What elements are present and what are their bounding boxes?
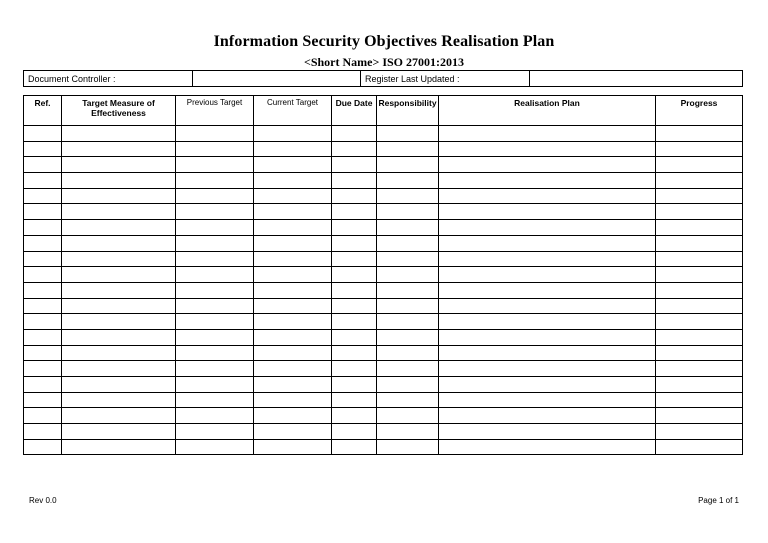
table-cell[interactable] [254,188,332,204]
table-cell[interactable] [377,392,439,408]
header-realisation-plan: Realisation Plan [439,96,656,126]
table-cell[interactable] [377,220,439,236]
table-cell[interactable] [656,204,743,220]
table-cell[interactable] [439,173,656,189]
table-row [24,251,743,267]
table-cell[interactable] [176,157,254,173]
table-cell[interactable] [656,424,743,440]
table-cell[interactable] [62,408,176,424]
table-cell[interactable] [332,408,377,424]
table-cell[interactable] [62,361,176,377]
table-cell[interactable] [254,204,332,220]
document-controller-label: Document Controller : [24,71,193,87]
table-cell[interactable] [62,392,176,408]
register-last-updated-field[interactable] [530,71,743,87]
table-row [24,126,743,142]
table-row [24,361,743,377]
table-cell[interactable] [254,408,332,424]
table-cell[interactable] [176,314,254,330]
table-cell[interactable] [332,126,377,142]
table-cell[interactable] [332,298,377,314]
table-cell[interactable] [24,282,62,298]
table-cell[interactable] [24,377,62,393]
table-cell[interactable] [332,329,377,345]
table-cell[interactable] [62,173,176,189]
table-cell[interactable] [254,251,332,267]
table-cell[interactable] [62,439,176,455]
table-cell[interactable] [377,361,439,377]
table-cell[interactable] [24,298,62,314]
table-row [24,424,743,440]
table-cell[interactable] [377,282,439,298]
table-cell[interactable] [24,345,62,361]
table-cell[interactable] [24,188,62,204]
table-cell[interactable] [332,157,377,173]
table-cell[interactable] [377,141,439,157]
table-cell[interactable] [332,361,377,377]
table-cell[interactable] [377,298,439,314]
table-cell[interactable] [176,267,254,283]
table-cell[interactable] [62,220,176,236]
table-cell[interactable] [254,157,332,173]
table-cell[interactable] [656,314,743,330]
table-cell[interactable] [332,220,377,236]
table-cell[interactable] [24,408,62,424]
document-subtitle: <Short Name> ISO 27001:2013 [303,55,464,69]
table-cell[interactable] [439,345,656,361]
table-cell[interactable] [176,173,254,189]
table-cell[interactable] [62,251,176,267]
table-cell[interactable] [24,439,62,455]
table-cell[interactable] [254,329,332,345]
table-cell[interactable] [176,424,254,440]
table-cell[interactable] [656,267,743,283]
table-row [24,408,743,424]
table-cell[interactable] [254,173,332,189]
table-cell[interactable] [176,235,254,251]
table-cell[interactable] [254,377,332,393]
table-cell[interactable] [656,188,743,204]
table-cell[interactable] [176,408,254,424]
table-cell[interactable] [439,408,656,424]
table-row [24,220,743,236]
table-cell[interactable] [254,235,332,251]
table-cell[interactable] [656,173,743,189]
table-cell[interactable] [439,141,656,157]
table-cell[interactable] [332,267,377,283]
table-cell[interactable] [332,251,377,267]
table-cell[interactable] [254,298,332,314]
table-row [24,188,743,204]
table-cell[interactable] [62,267,176,283]
table-cell[interactable] [176,298,254,314]
table-cell[interactable] [254,392,332,408]
table-cell[interactable] [656,141,743,157]
table-cell[interactable] [332,392,377,408]
table-cell[interactable] [176,345,254,361]
table-cell[interactable] [24,329,62,345]
table-cell[interactable] [62,329,176,345]
table-cell[interactable] [332,188,377,204]
header-ref: Ref. [24,96,62,126]
table-cell[interactable] [656,345,743,361]
table-cell[interactable] [656,220,743,236]
table-cell[interactable] [377,126,439,142]
table-cell[interactable] [439,204,656,220]
table-cell[interactable] [439,314,656,330]
table-cell[interactable] [176,377,254,393]
table-cell[interactable] [332,141,377,157]
table-cell[interactable] [24,267,62,283]
table-cell[interactable] [439,126,656,142]
table-cell[interactable] [332,345,377,361]
table-cell[interactable] [439,377,656,393]
table-cell[interactable] [62,377,176,393]
revision-label: Rev 0.0 [29,496,57,505]
table-cell[interactable] [332,314,377,330]
table-cell[interactable] [24,361,62,377]
table-cell[interactable] [62,157,176,173]
table-cell[interactable] [62,188,176,204]
header-current-target: Current Target [254,96,332,126]
table-cell[interactable] [176,282,254,298]
table-cell[interactable] [176,141,254,157]
table-row [24,282,743,298]
table-cell[interactable] [254,220,332,236]
table-cell[interactable] [656,282,743,298]
table-row [24,314,743,330]
table-cell[interactable] [176,204,254,220]
table-cell[interactable] [24,173,62,189]
table-cell[interactable] [176,329,254,345]
table-cell[interactable] [254,439,332,455]
header-target-measure: Target Measure of Effectiveness [62,96,176,126]
table-cell[interactable] [254,282,332,298]
table-cell[interactable] [439,439,656,455]
table-cell[interactable] [656,408,743,424]
table-cell[interactable] [439,329,656,345]
table-cell[interactable] [254,267,332,283]
table-cell[interactable] [176,392,254,408]
table-cell[interactable] [24,220,62,236]
header-progress: Progress [656,96,743,126]
meta-table [23,70,743,87]
table-row [24,377,743,393]
table-cell[interactable] [176,126,254,142]
table-cell[interactable] [377,377,439,393]
table-cell[interactable] [377,267,439,283]
table-cell[interactable] [24,424,62,440]
table-row [24,392,743,408]
table-cell[interactable] [176,439,254,455]
table-cell[interactable] [439,424,656,440]
table-cell[interactable] [656,157,743,173]
table-cell[interactable] [377,424,439,440]
table-cell[interactable] [254,361,332,377]
table-cell[interactable] [656,361,743,377]
table-cell[interactable] [62,314,176,330]
table-row [24,235,743,251]
table-cell[interactable] [439,251,656,267]
table-cell[interactable] [332,424,377,440]
table-cell[interactable] [377,329,439,345]
table-cell[interactable] [62,235,176,251]
table-cell[interactable] [377,235,439,251]
table-cell[interactable] [439,392,656,408]
table-cell[interactable] [439,235,656,251]
table-cell[interactable] [62,204,176,220]
header-due-date: Due Date [332,96,377,126]
table-cell[interactable] [656,126,743,142]
register-last-updated-label: Register Last Updated : [361,71,530,87]
table-cell[interactable] [656,298,743,314]
table-cell[interactable] [377,188,439,204]
table-cell[interactable] [254,424,332,440]
table-cell[interactable] [62,424,176,440]
table-row [24,267,743,283]
table-cell[interactable] [62,141,176,157]
table-row [24,204,743,220]
table-cell[interactable] [254,314,332,330]
table-cell[interactable] [377,345,439,361]
table-cell[interactable] [24,126,62,142]
table-cell[interactable] [62,126,176,142]
table-cell[interactable] [332,377,377,393]
table-cell[interactable] [24,251,62,267]
table-cell[interactable] [24,314,62,330]
table-row [24,141,743,157]
table-cell[interactable] [254,345,332,361]
table-cell[interactable] [62,345,176,361]
table-cell[interactable] [176,188,254,204]
table-cell[interactable] [332,439,377,455]
document-controller-field[interactable] [193,71,361,87]
table-cell[interactable] [176,361,254,377]
table-cell[interactable] [439,267,656,283]
table-header-row [24,96,743,126]
table-row [24,157,743,173]
table-row [24,439,743,455]
objectives-table [23,95,743,455]
table-row [24,173,743,189]
table-cell[interactable] [24,141,62,157]
table-cell[interactable] [439,282,656,298]
table-cell[interactable] [377,408,439,424]
table-cell[interactable] [332,235,377,251]
table-cell[interactable] [439,188,656,204]
table-cell[interactable] [377,204,439,220]
page-number: Page 1 of 1 [698,496,739,505]
table-cell[interactable] [24,157,62,173]
table-cell[interactable] [332,204,377,220]
table-cell[interactable] [254,141,332,157]
table-cell[interactable] [62,282,176,298]
table-cell[interactable] [332,282,377,298]
table-cell[interactable] [377,439,439,455]
table-row [24,298,743,314]
table-cell[interactable] [332,173,377,189]
table-cell[interactable] [377,314,439,330]
table-cell[interactable] [24,204,62,220]
table-cell[interactable] [24,235,62,251]
table-body [24,126,743,455]
header-responsibility: Responsibility [377,96,439,126]
table-cell[interactable] [656,251,743,267]
table-cell[interactable] [254,126,332,142]
table-cell[interactable] [439,157,656,173]
table-cell[interactable] [62,298,176,314]
table-cell[interactable] [176,220,254,236]
table-cell[interactable] [439,361,656,377]
table-cell[interactable] [24,392,62,408]
table-cell[interactable] [377,251,439,267]
table-cell[interactable] [439,298,656,314]
table-cell[interactable] [656,439,743,455]
table-cell[interactable] [656,329,743,345]
table-row [24,329,743,345]
table-cell[interactable] [656,392,743,408]
table-cell[interactable] [656,377,743,393]
table-cell[interactable] [377,157,439,173]
header-previous-target: Previous Target [176,96,254,126]
table-cell[interactable] [656,235,743,251]
table-row [24,345,743,361]
table-cell[interactable] [176,251,254,267]
table-cell[interactable] [377,173,439,189]
table-cell[interactable] [439,220,656,236]
document-title: Information Security Objectives Realisation Plan [213,33,555,50]
